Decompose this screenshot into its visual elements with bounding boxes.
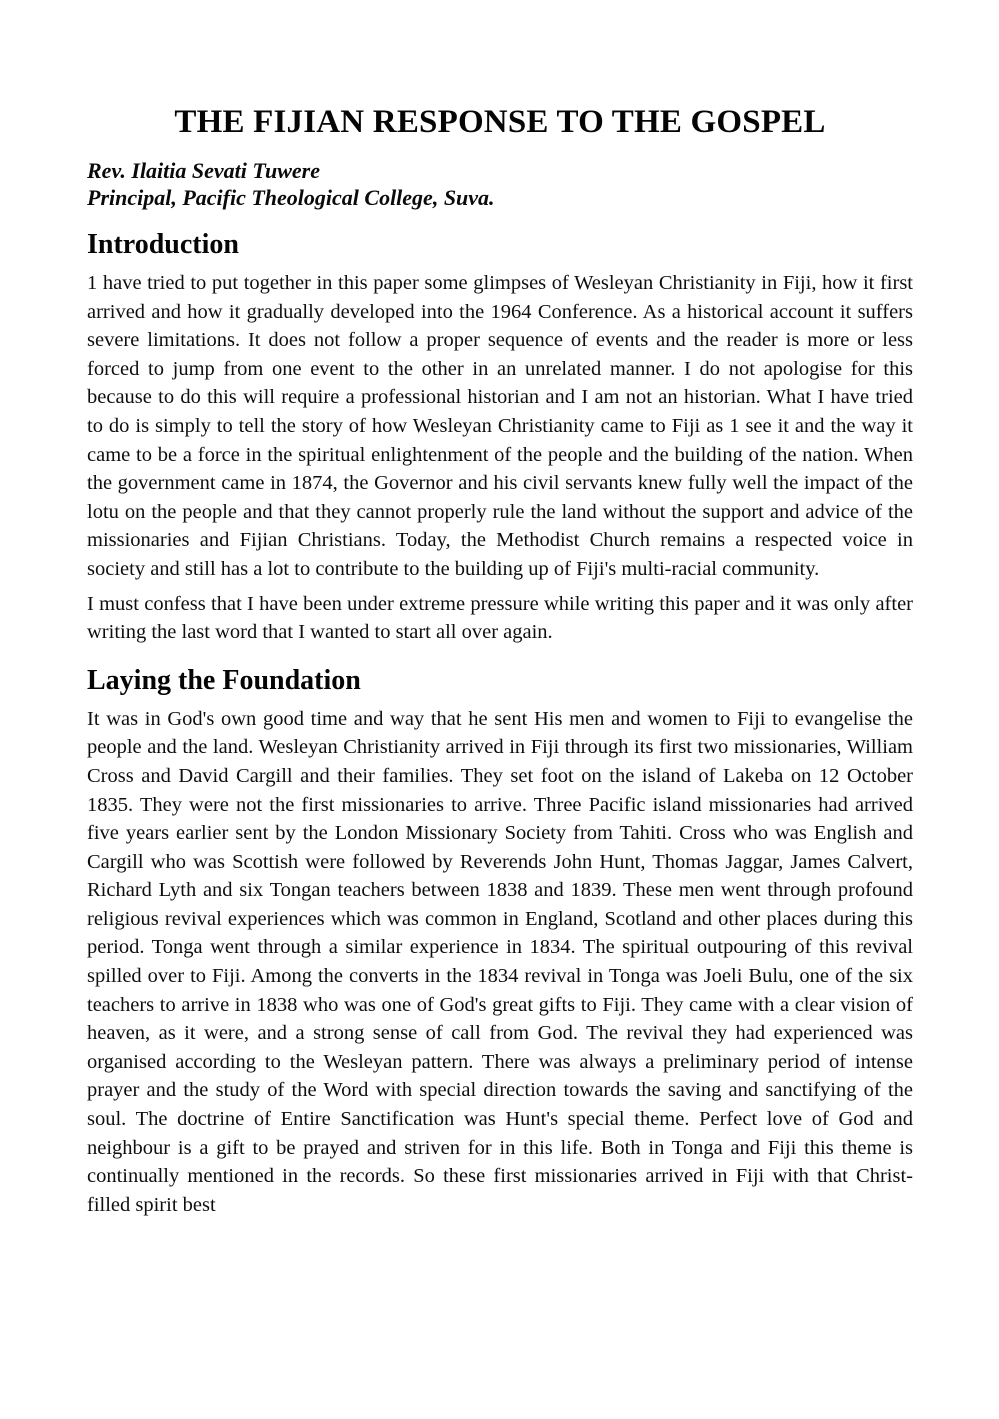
laying-the-foundation-paragraph-1: It was in God's own good time and way that he sent His men and women to Fiji to evangelise the people and the land. Wesleyan Christianity arrived in Fiji through its first two missionaries, William Cross and David Cargill and their families. They set foot on the island of Lakeba on 12 October 1835. They were not the first missionaries to arrive. Three Pacific island missionaries had arrived five years earlier sent by the London Missionary Society from Tahiti. Cross who was English and Cargill who was Scottish were followed by Reverends John Hunt, Thomas Jaggar, James Calvert, Richard Lyth and six Tongan teachers between 1838 and 1839. These men went through profound religious revival experiences which was common in England, Scotland and other places during this period. Tonga went through a similar experience in 1834. The spiritual outpouring of this revival spilled over to Fiji. Among the converts in the 1834 revival in Tonga was Joeli Bulu, one of the six teachers to arrive in 1838 who was one of God's great gifts to Fiji. They came with a clear vision of heaven, as it were, and a strong sense of call from God. The revival they had experienced was organised according to the Wesleyan pattern. There was always a preliminary period of intense prayer and the study of the Word with special direction towards the saving and sanctifying of the soul. The doctrine of Entire Sanctification was Hunt's special theme. Perfect love of God and neighbour is a gift to be prayed and striven for in this life. Both in Tonga and Fiji this theme is continually mentioned in the records. So these first missionaries arrived in Fiji with that Christ-filled spirit best — [87, 707, 913, 1216]
author-name: Rev. Ilaitia Sevati Tuwere — [87, 158, 321, 183]
introduction-paragraph-1: 1 have tried to put together in this paper some glimpses of Wesleyan Christianity in Fiji, how it first arrived and how it gradually developed into the 1964 Conference. As a historical account it suffers severe limitations. It does not follow a proper sequence of events and the reader is more or less forced to jump from one event to the other in an unrelated manner. I do not apologise for this because to do this will require a professional historian and I am not an historian. What I have tried to do is simply to tell the story of how Wesleyan Christianity came to Fiji as 1 see it and the way it came to be a force in the spiritual enlightenment of the people and the building of the nation. When the government came in 1874, the Governor and his civil servants knew fully well the impact of the lotu on the people and that they cannot properly rule the land without the support and advice of the missionaries and Fijian Christians. Today, the Methodist Church remains a respected voice in society and still has a lot to contribute to the building up of Fiji's multi-racial community. — [87, 272, 913, 580]
document-title: THE FIJIAN RESPONSE TO THE GOSPEL — [174, 104, 826, 140]
author-affiliation: Principal, Pacific Theological College, Suva. — [87, 185, 495, 210]
author-block — [87, 157, 913, 211]
section-heading-laying-the-foundation: Laying the Foundation — [87, 664, 361, 696]
section-heading-introduction: Introduction — [87, 229, 239, 260]
introduction-paragraph-2: I must confess that I have been under extreme pressure while writing this paper and it was only after writing the last word that I wanted to start all over again. — [87, 592, 913, 644]
